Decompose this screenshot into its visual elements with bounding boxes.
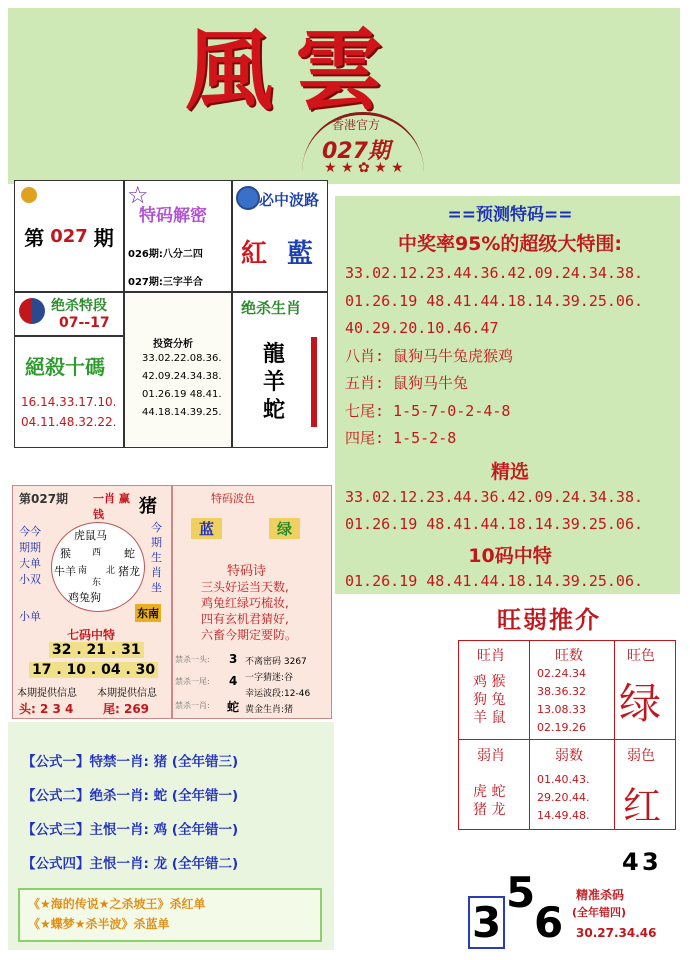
zodiac-circle xyxy=(51,522,145,612)
yixiao-label: 一肖 赢钱 xyxy=(93,492,130,521)
invest-row: 44.18.14.39.25. xyxy=(142,407,222,418)
shengxiao-animal: 龍 xyxy=(263,342,286,367)
ruo-shu: 14.49.48. xyxy=(537,809,590,822)
ruo-xiao: 虎 蛇 xyxy=(473,784,506,800)
star-icon: ☆ xyxy=(127,181,149,209)
wang-shu: 38.36.32 xyxy=(537,685,586,698)
footer-link[interactable]: 《★海的传说★之杀坡王》杀红单 xyxy=(28,897,206,911)
b3-value: 蛇 xyxy=(227,700,240,714)
wang-xiao: 鸡 猴 xyxy=(473,674,506,690)
yixiao-value: 猪 xyxy=(139,496,157,517)
b1-label: 禁杀一头: xyxy=(175,655,210,664)
footer-links xyxy=(18,888,322,942)
duan-title: 绝杀特段 xyxy=(51,298,107,314)
c3: 幸运波段:12-46 xyxy=(245,689,311,699)
mid-right-panel xyxy=(172,485,332,719)
big-digit: 3 xyxy=(642,848,659,876)
formula-item: 【公式三】主恨一肖: 鸡 (全年错一) xyxy=(22,822,239,838)
prediction-line: 40.29.20.10.46.47 xyxy=(345,319,499,337)
stars-icon: ★ ★ ✿ ★ ★ xyxy=(324,160,404,176)
wang-xiao: 羊 鼠 xyxy=(473,710,506,726)
watermark: 香港官方 xyxy=(332,118,381,132)
poem-line: 三头好运当天数, xyxy=(201,580,289,594)
kill-title: 精准杀码 xyxy=(576,888,625,902)
qima-row2: 17 . 10 . 04 . 30 xyxy=(29,662,158,678)
issue-icon xyxy=(21,187,37,203)
left-col-item: 大单 xyxy=(19,557,41,570)
wang-shu: 02.24.34 xyxy=(537,667,586,680)
page-title: 風雲 xyxy=(185,18,406,122)
wang-shu: 02.19.26 xyxy=(537,721,586,734)
shengxiao-title: 绝杀生肖 xyxy=(241,299,302,317)
left-col-item: 期期 xyxy=(19,541,41,554)
circle-animals: 牛羊 xyxy=(54,565,76,578)
blue-label: 蓝 xyxy=(191,518,222,539)
left-col-item: 今今 xyxy=(19,525,41,538)
card-invest xyxy=(124,292,232,448)
c4: 黄金生肖:猪 xyxy=(245,705,294,715)
formula-item: 【公式四】主恨一肖: 龙 (全年错二) xyxy=(22,856,239,872)
duan-value: 07--17 xyxy=(59,315,110,331)
tema-line2: 027期:三字半合 xyxy=(128,277,203,288)
shengxiao-animal: 蛇 xyxy=(263,398,286,423)
qima-row1: 32 . 21 . 31 xyxy=(49,642,144,658)
wei-value: 尾: 269 xyxy=(103,702,150,716)
tema-label: 特码波色 xyxy=(211,492,255,505)
issue-badge xyxy=(302,112,424,180)
card-shengxiao xyxy=(232,292,328,448)
header-wangshu: 旺数 xyxy=(555,648,583,664)
poem-line: 鸡兔红绿巧梳妆, xyxy=(201,596,289,610)
wangruo-title: 旺弱推介 xyxy=(497,606,601,634)
formula-item: 【公式二】绝杀一肖: 蛇 (全年错一) xyxy=(22,788,239,804)
issue-suffix: 期 xyxy=(93,225,114,250)
card-kill10 xyxy=(14,336,124,448)
b2-label: 禁杀一尾: xyxy=(175,677,210,686)
card-tema xyxy=(124,180,232,292)
c2: 一字猜迷:谷 xyxy=(245,673,294,683)
wangruo-panel xyxy=(455,596,680,836)
invest-row: 33.02.22.08.36. xyxy=(142,353,222,364)
ruo-shu: 29.20.44. xyxy=(537,791,590,804)
wang-shu: 13.08.33 xyxy=(537,703,586,716)
kill-box xyxy=(462,848,680,948)
footer-link[interactable]: 《★蝶梦★杀半波》杀蓝单 xyxy=(28,917,170,931)
circle-animals: 鸡兔狗 xyxy=(68,591,101,604)
qi-wei: 七尾: 1-5-7-0-2-4-8 xyxy=(345,401,511,420)
issue-prefix: 第 xyxy=(24,225,45,250)
invest-title: 投资分析 xyxy=(153,339,193,350)
dongnan: 东南 xyxy=(135,604,161,622)
prediction-panel xyxy=(345,200,675,595)
invest-row: 42.09.24.34.38. xyxy=(142,371,222,382)
ruo-xiao: 猪 龙 xyxy=(473,802,506,818)
tema-title: 特码解密 xyxy=(139,206,207,226)
poem-line: 六畜今期定要防。 xyxy=(201,628,298,642)
globe-icon xyxy=(236,186,260,210)
wang-xiao: 狗 兔 xyxy=(473,692,506,708)
circle-animals: 猴 xyxy=(60,547,71,560)
ten-line: 01.26.19 48.41.44.18.14.39.25.06. xyxy=(345,571,644,590)
prediction-title: ==预测特码== xyxy=(447,205,573,225)
wu-xiao: 五肖: 鼠狗马牛兔 xyxy=(345,374,469,392)
header-ruose: 弱色 xyxy=(627,748,655,764)
left-col xyxy=(19,524,41,588)
bose-title: 必中波路 xyxy=(259,191,320,209)
header-wangxiao: 旺肖 xyxy=(477,648,505,664)
prediction-line: 01.26.19 48.41.44.18.14.39.25.06. xyxy=(345,291,644,310)
xiaodan: 小单 xyxy=(19,610,41,623)
poem-line: 四有玄机君猜好, xyxy=(201,612,289,626)
mid-issue: 第027期 xyxy=(19,492,69,506)
lantern-icon xyxy=(311,337,317,427)
issue-badge-text: 027期 xyxy=(322,139,390,164)
c1: 不离密码 3267 xyxy=(245,657,307,667)
direction-label: 西 xyxy=(92,548,102,558)
card-issue xyxy=(14,180,124,292)
direction-label: 南 xyxy=(78,566,88,576)
header-ruoshu: 弱数 xyxy=(555,748,583,764)
shengxiao-animal: 羊 xyxy=(263,370,286,395)
big-digit: 6 xyxy=(534,898,564,947)
direction-label: 北 xyxy=(106,566,116,576)
si-wei: 四尾: 1-5-2-8 xyxy=(345,429,457,447)
ruo-shu: 01.40.43. xyxy=(537,773,590,786)
invest-row: 01.26.19 48.41. xyxy=(142,389,222,400)
circle-animals: 蛇 xyxy=(124,547,135,560)
kill10-line1: 16.14.33.17.10. xyxy=(21,395,117,409)
kill-subtitle: (全年错四) xyxy=(572,906,627,919)
wang-se: 绿 xyxy=(619,679,662,728)
b2-value: 4 xyxy=(229,674,238,688)
left-col-item: 小双 xyxy=(19,573,41,586)
header-ruoxiao: 弱肖 xyxy=(477,748,505,764)
tema-line1: 026期:八分二四 xyxy=(128,249,203,260)
poem-title: 特码诗 xyxy=(227,564,267,579)
ba-xiao: 八肖: 鼠狗马牛兔虎猴鸡 xyxy=(345,346,514,365)
prediction-subtitle: 中奖率95%的超级大特围: xyxy=(397,233,623,255)
kill10-title: 絕殺十碼 xyxy=(25,355,105,379)
big-digit: 5 xyxy=(506,868,536,917)
right-col: 今期生肖坐 xyxy=(151,521,162,594)
jingxuan-line: 33.02.12.23.44.36.42.09.24.34.38. xyxy=(345,487,644,506)
tou-value: 头: 2 3 4 xyxy=(19,702,74,716)
formula-list xyxy=(22,752,238,888)
yin-yang-icon xyxy=(19,298,45,324)
circle-animals: 猪龙 xyxy=(118,565,140,578)
b1-value: 3 xyxy=(229,652,238,666)
qima-title: 七码中特 xyxy=(67,628,116,642)
card-bose xyxy=(232,180,328,292)
circle-animals: 虎鼠马 xyxy=(74,529,107,542)
formula-item: 【公式一】特禁一肖: 猪 (全年错三) xyxy=(22,754,239,770)
big-digit: 3 xyxy=(468,896,505,949)
mid-left-panel xyxy=(12,485,172,719)
wangruo-table xyxy=(458,640,676,830)
tou-label: 本期提供信息 xyxy=(17,688,77,699)
ten-title: 10码中特 xyxy=(468,544,552,567)
green-label: 绿 xyxy=(269,518,300,539)
kill10-line2: 04.11.48.32.22. xyxy=(21,415,117,429)
header-wangse: 旺色 xyxy=(627,648,655,664)
big-digit: 4 xyxy=(622,848,639,876)
card-duan xyxy=(14,292,124,336)
jingxuan-line: 01.26.19 48.41.44.18.14.39.25.06. xyxy=(345,515,644,533)
jingxuan-title: 精选 xyxy=(490,460,529,483)
prediction-line: 33.02.12.23.44.36.42.09.24.34.38. xyxy=(345,264,644,282)
b3-label: 禁杀一肖: xyxy=(175,701,210,710)
bose-color2: 藍 xyxy=(287,239,314,269)
direction-label: 东 xyxy=(92,578,102,588)
wei-label: 本期提供信息 xyxy=(97,688,157,699)
issue-number: 027 xyxy=(50,225,88,247)
kill-numbers: 30.27.34.46 xyxy=(576,926,657,940)
ruo-se: 红 xyxy=(623,784,662,828)
bose-color1: 紅 xyxy=(241,239,268,269)
